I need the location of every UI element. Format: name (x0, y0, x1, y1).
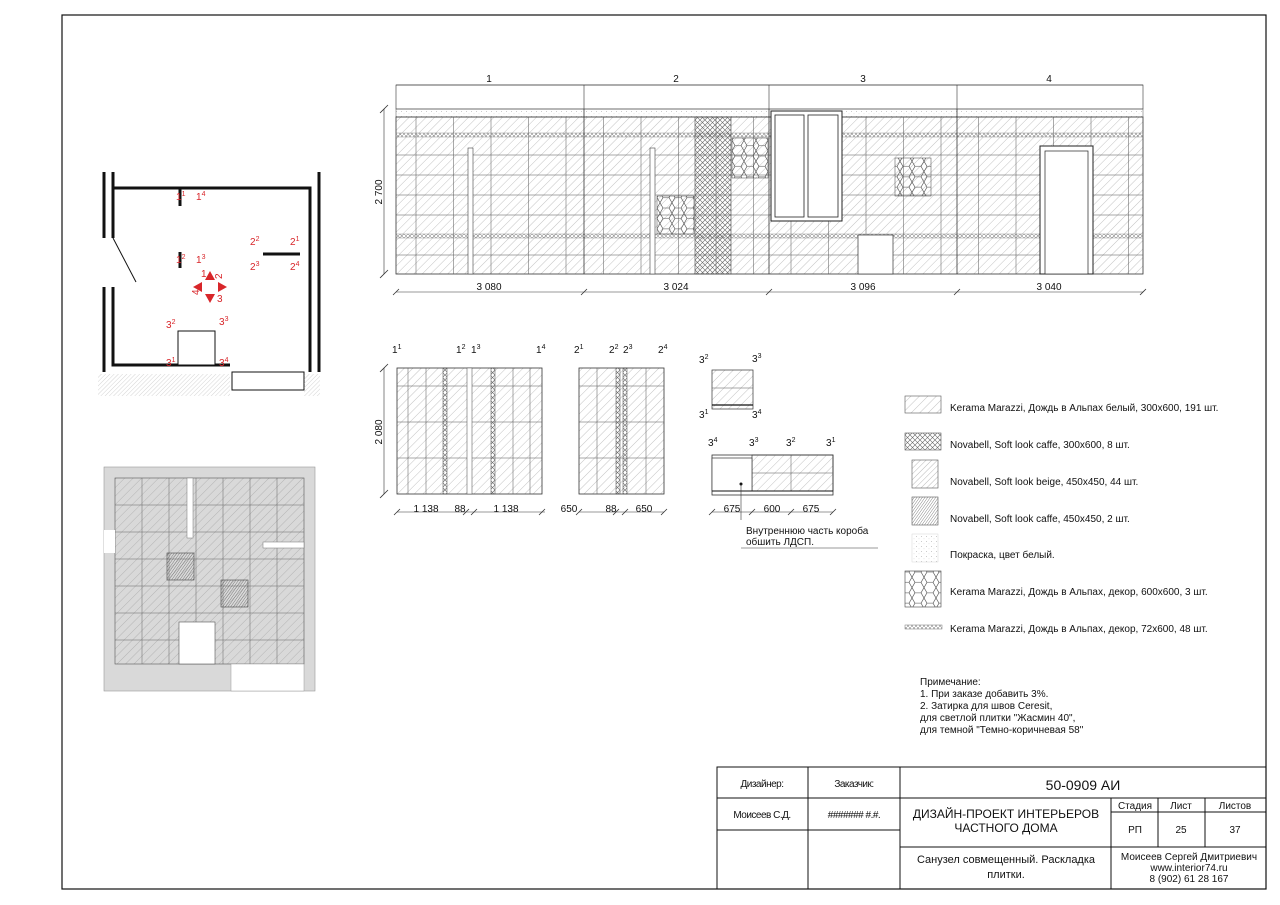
compass-label-1: 1 (201, 269, 207, 280)
box-note-line-1: Внутреннюю часть короба (746, 526, 869, 537)
box-top-label-3: $3^1$ (699, 409, 709, 421)
elevation-width-1: 3 080 (476, 282, 502, 293)
view-direction-compass (191, 269, 227, 305)
material-legend (905, 396, 1218, 635)
plan-marker-8: $2^4$ (290, 261, 300, 273)
compass-label-4: 4 (191, 289, 202, 295)
designer-name: Моисеев С.Д. (733, 810, 791, 821)
box-front-label-3: $3^2$ (786, 437, 796, 449)
sheet-value: 25 (1175, 825, 1187, 836)
elevation-width-4: 3 040 (1036, 282, 1062, 293)
legend-text-4: Novabell, Soft look caffe, 450x450, 2 шт. (950, 514, 1130, 525)
section-b-label-3: $2^3$ (623, 344, 633, 356)
section-a-label-3: $1^3$ (471, 344, 481, 356)
plan-marker-9: $3^2$ (166, 319, 176, 331)
sheet-label: Лист (1170, 801, 1192, 812)
legend-swatch-2 (905, 433, 941, 450)
section-a-dim-1: 1 138 (413, 504, 439, 515)
client-name: ####### #.#. (827, 810, 881, 821)
designer-label: Дизайнер: (740, 779, 784, 790)
wall-number-4: 4 (1046, 74, 1052, 85)
box-dim-1: 675 (723, 504, 741, 515)
project-title-line-2: ЧАСТНОГО ДОМА (954, 821, 1058, 835)
plan-marker-3: $1^2$ (176, 254, 186, 266)
legend-swatch-4 (912, 497, 938, 525)
drawing-title-line-1: Санузел совмещенный. Раскладка (916, 854, 1096, 866)
wall-elevation (374, 74, 1146, 295)
plan-marker-12: $3^4$ (219, 357, 229, 369)
notes-title: Примечание: (920, 677, 981, 688)
section-b-dim-2: 88 (605, 504, 617, 515)
box-top-label-1: $3^2$ (699, 354, 709, 366)
wall-number-1: 1 (486, 74, 492, 85)
title-block (717, 767, 1266, 889)
section-b-label-4: $2^4$ (658, 344, 668, 356)
section-a-dim-2: 88 (454, 504, 466, 515)
box-top-label-2: $3^3$ (752, 353, 762, 365)
legend-swatch-6 (905, 571, 941, 607)
wall-number-2: 2 (673, 74, 679, 85)
elevation-width-3: 3 096 (850, 282, 876, 293)
compass-label-3: 3 (217, 294, 223, 305)
legend-text-7: Kerama Marazzi, Дождь в Альпах, декор, 72x600, 48 шт. (950, 624, 1208, 635)
client-label: Заказчик: (834, 779, 874, 790)
box-dim-2: 600 (763, 504, 781, 515)
box-details (699, 353, 878, 548)
section-wall-2 (561, 344, 668, 515)
plan-marker-5: $2^2$ (250, 236, 260, 248)
notes (920, 677, 1084, 736)
plan-marker-4: $1^3$ (196, 254, 206, 266)
stage-label: Стадия (1117, 801, 1153, 812)
box-front-label-4: $3^1$ (826, 437, 836, 449)
box-front-label-1: $3^4$ (708, 437, 718, 449)
legend-swatch-5 (912, 534, 938, 562)
legend-text-2: Novabell, Soft look caffe, 300x600, 8 шт. (950, 440, 1130, 451)
legend-swatch-1 (905, 396, 941, 413)
notes-line-2: 2. Затирка для швов Ceresit, (920, 701, 1053, 712)
plan-marker-7: $2^3$ (250, 261, 260, 273)
box-note-line-2: обшить ЛДСП. (746, 537, 814, 548)
legend-swatch-3 (912, 460, 938, 488)
box-top-label-4: $3^4$ (752, 409, 762, 421)
section-b-label-2: $2^2$ (609, 344, 619, 356)
legend-text-3: Novabell, Soft look beige, 450x450, 44 шт. (950, 477, 1139, 488)
legend-text-6: Kerama Marazzi, Дождь в Альпах, декор, 600x600, 3 шт. (950, 587, 1208, 598)
section-a-label-2: $1^2$ (456, 344, 466, 356)
elevation-height-label: 2 700 (374, 179, 385, 205)
compass-label-2: 2 (214, 273, 225, 279)
plan-marker-2: $1^4$ (196, 191, 206, 203)
legend-text-5: Покраска, цвет белый. (950, 550, 1055, 561)
box-dim-3: 675 (802, 504, 820, 515)
elevation-width-2: 3 024 (663, 282, 689, 293)
sheets-value: 37 (1229, 825, 1241, 836)
box-front-label-2: $3^3$ (749, 437, 759, 449)
plan-marker-10: $3^3$ (219, 316, 229, 328)
notes-line-4: для темной "Темно-коричневая 58" (920, 725, 1084, 736)
section-a-label-4: $1^4$ (536, 344, 546, 356)
author-phone: 8 (902) 61 28 167 (1149, 874, 1229, 885)
section-b-dim-1: 650 (560, 504, 578, 515)
legend-text-1: Kerama Marazzi, Дождь в Альпах белый, 300x600, 191 шт. (950, 403, 1219, 414)
project-code: 50-0909 АИ (1045, 777, 1121, 793)
floor-plan (98, 172, 320, 396)
floor-tile-plan (104, 467, 315, 691)
author-name: Моисеев Сергей Дмитриевич (1120, 852, 1258, 863)
drawing-title-line-2: плитки. (987, 869, 1025, 881)
sheets-label: Листов (1218, 801, 1252, 812)
plan-marker-6: $2^1$ (290, 236, 300, 248)
stage-value: РП (1128, 825, 1142, 836)
wall-number-3: 3 (860, 74, 866, 85)
section-a-label-1: $1^1$ (392, 344, 402, 356)
notes-line-3: для светлой плитки "Жасмин 40", (920, 713, 1076, 724)
section-b-label-1: $2^1$ (574, 344, 584, 356)
section-wall-1 (374, 344, 546, 515)
section-a-dim-3: 1 138 (493, 504, 519, 515)
notes-line-1: 1. При заказе добавить 3%. (920, 689, 1049, 700)
author-website: www.interior74.ru (1150, 863, 1228, 874)
section-b-dim-3: 650 (635, 504, 653, 515)
plan-marker-1: $1^1$ (176, 191, 186, 203)
legend-swatch-7 (905, 625, 942, 629)
project-title-line-1: ДИЗАЙН-ПРОЕКТ ИНТЕРЬЕРОВ (912, 807, 1100, 821)
plan-marker-11: $3^1$ (166, 357, 176, 369)
section-height-label: 2 080 (374, 419, 385, 445)
